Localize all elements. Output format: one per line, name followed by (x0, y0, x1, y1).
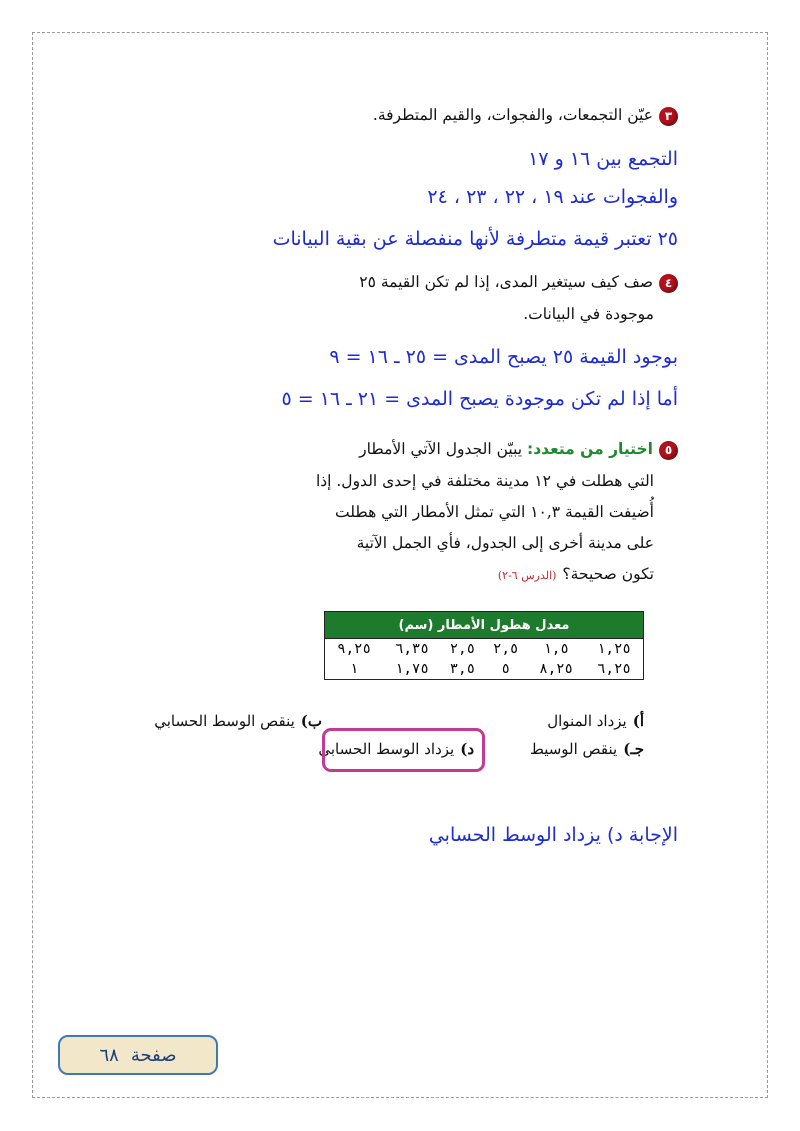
question-number-badge: ٤ (659, 274, 678, 293)
question-5-text-last: تكون صحيحة؟ (562, 565, 654, 583)
option-d-letter: د) (460, 740, 474, 758)
answer-3-line-3: ٢٥ تعتبر قيمة متطرفة لأنها منفصلة عن بقية البيانات (272, 228, 678, 250)
table-cell: ٦,٣٥ (383, 639, 441, 660)
question-5-text-line-5 (498, 565, 654, 583)
table-cell: ٨,٢٥ (527, 659, 585, 680)
table-row (325, 659, 644, 680)
option-c (530, 740, 644, 758)
correct-answer-highlight (322, 728, 485, 772)
table-cell: ٩,٢٥ (325, 639, 384, 660)
lesson-reference: (الدرس ٦-٢) (497, 569, 557, 582)
question-5-text-line-2: التي هطلت في ١٢ مدينة مختلفة في إحدى الدول. إذا (315, 472, 654, 490)
option-a-letter: أ) (632, 712, 644, 730)
table-cell: ١,٥ (527, 639, 585, 660)
table-header: معدل هطول الأمطار (سم) (325, 612, 644, 639)
question-5-text-line-1: يبيّن الجدول الآتي الأمطار (359, 440, 523, 458)
table-cell: ١ (325, 659, 384, 680)
answer-3-line-1: التجمع بين ١٦ و ١٧ (528, 148, 678, 170)
table-row (325, 639, 644, 660)
option-a-text: يزداد المنوال (547, 712, 627, 730)
page-number-tag (58, 1035, 218, 1075)
table-cell: ٦,٢٥ (585, 659, 644, 680)
option-a (547, 712, 644, 730)
page-label: صفحة (130, 1044, 177, 1066)
table-cell: ٣,٥ (441, 659, 484, 680)
page-number: ٦٨ (99, 1044, 119, 1066)
answer-4-line-1: بوجود القيمة ٢٥ يصبح المدى = ٢٥ ـ ١٦ = ٩ (329, 346, 678, 368)
question-number-badge: ٥ (659, 441, 678, 460)
answer-4-line-2: أما إذا لم تكن موجودة يصبح المدى = ٢١ ـ ١٦ = ٥ (281, 388, 678, 410)
option-b-letter: ب) (300, 712, 322, 730)
question-4-text-line-2: موجودة في البيانات. (523, 305, 654, 323)
rainfall-table (324, 611, 644, 680)
option-c-text: ينقص الوسيط (529, 740, 618, 758)
question-4 (359, 273, 678, 293)
option-b-text: ينقص الوسط الحسابي (154, 712, 295, 730)
answer-5: الإجابة د) يزداد الوسط الحسابي (428, 824, 678, 846)
multiple-choice-label: اختيار من متعدد: (527, 440, 653, 458)
table-cell: ٥ (484, 659, 527, 680)
table-cell: ٢,٥ (441, 639, 484, 660)
option-d-text: يزداد الوسط الحسابي (318, 740, 455, 758)
table-cell: ٢,٥ (484, 639, 527, 660)
question-3 (373, 106, 678, 126)
answer-3-line-2: والفجوات عند ١٩ ، ٢٢ ، ٢٣ ، ٢٤ (427, 186, 678, 208)
table-cell: ١,٧٥ (383, 659, 441, 680)
question-5-text-line-3: أُضيفت القيمة ١٠,٣ التي تمثل الأمطار التي هطلت (335, 503, 654, 521)
question-5 (359, 440, 678, 460)
option-c-letter: جـ) (623, 740, 644, 758)
option-b (154, 712, 322, 730)
question-3-text: عيّن التجمعات، والفجوات، والقيم المتطرفة. (372, 106, 653, 124)
question-5-text-line-4: على مدينة أخرى إلى الجدول، فأي الجمل الآتية (356, 534, 654, 552)
question-4-text-line-1: صف كيف سيتغير المدى، إذا لم تكن القيمة ٢٥ (359, 273, 653, 291)
question-number-badge: ٣ (659, 107, 678, 126)
table-cell: ١,٢٥ (585, 639, 644, 660)
